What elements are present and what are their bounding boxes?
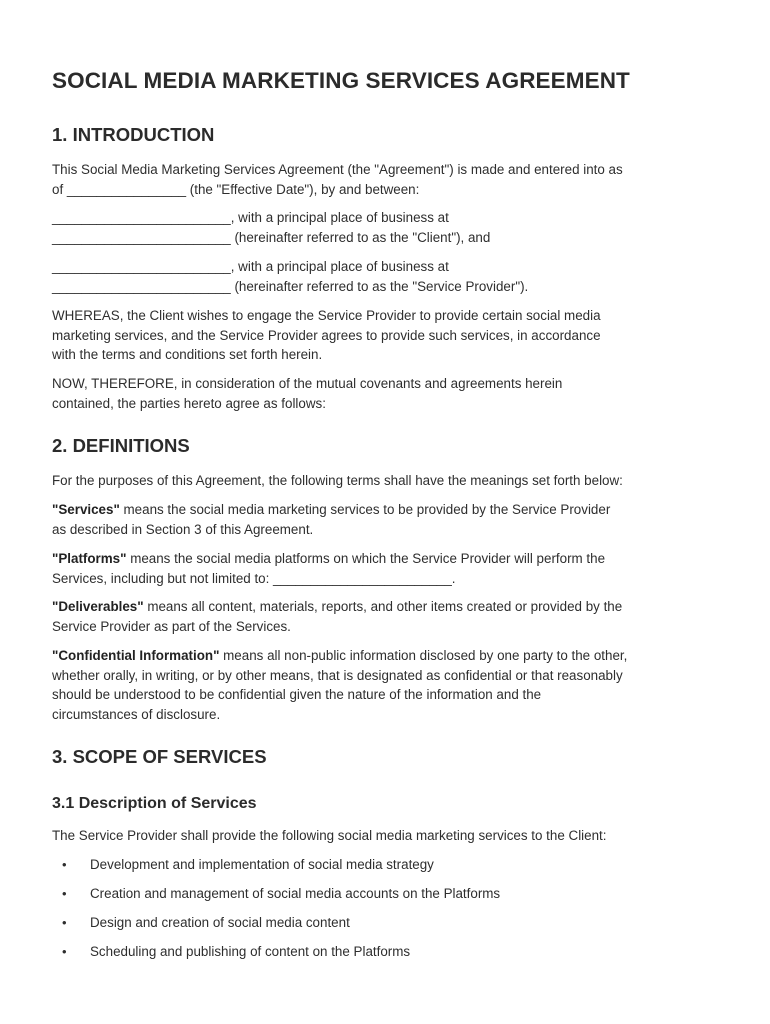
definition-services [52,500,724,539]
text-line: with the terms and conditions set forth herein. [52,347,323,363]
text-line: as described in Section 3 of this Agreement. [52,521,314,537]
definition-text: means all non-public information disclosed by one party to the other, [219,648,628,663]
text-line: ________________________ (hereinafter referred to as the "Client"), and [52,229,491,245]
whereas-paragraph [52,306,724,365]
definition-text: means all content, materials, reports, and other items created or provided by the [143,599,623,614]
text-line: WHEREAS, the Client wishes to engage the Service Provider to provide certain social media [52,308,601,323]
text-line: Services, including but not limited to: ________________________. [52,570,456,586]
provider-paragraph [52,257,724,296]
list-item-text: Development and implementation of social media strategy [90,857,434,872]
definition-term: "Confidential Information" [52,648,220,663]
definition-term: "Deliverables" [52,599,144,614]
definition-platforms [52,549,724,588]
bullet-icon: • [62,915,67,930]
text-line: whether orally, in writing, or by other means, that is designated as confidential or that reasonably [52,667,623,683]
client-paragraph [52,208,724,247]
text-line: The Service Provider shall provide the following social media marketing services to the Client: [52,828,607,843]
text-line: ________________________, with a principal place of business at [52,259,449,274]
section-heading-introduction: 1. INTRODUCTION [52,124,215,145]
text-line: should be understood to be confidential given the nature of the information and the [52,687,542,703]
intro-paragraph [52,160,724,199]
text-line: ________________________, with a principal place of business at [52,210,449,225]
text-line: Service Provider as part of the Services. [52,618,291,634]
subsection-heading-description-of-services: 3.1 Description of Services [52,795,257,812]
document-title: SOCIAL MEDIA MARKETING SERVICES AGREEMENT [52,68,630,93]
bullet-icon: • [62,886,67,901]
text-line: of ________________ (the "Effective Date"), by and between: [52,181,420,197]
section-heading-scope-of-services: 3. SCOPE OF SERVICES [52,746,267,767]
definitions-intro [52,471,724,491]
definition-term: "Platforms" [52,551,127,566]
definition-deliverables [52,597,724,636]
definition-text: means the social media platforms on which the Service Provider will perform the [126,551,606,566]
bullet-icon: • [62,857,67,872]
definition-confidential-information [52,646,724,724]
text-line: circumstances of disclosure. [52,706,221,722]
text-line: ________________________ (hereinafter referred to as the "Service Provider"). [52,278,529,294]
therefore-paragraph [52,374,724,413]
text-line: NOW, THEREFORE, in consideration of the mutual covenants and agreements herein [52,376,563,391]
section-heading-definitions: 2. DEFINITIONS [52,435,190,456]
list-item-text: Creation and management of social media accounts on the Platforms [90,886,501,901]
text-line: contained, the parties hereto agree as follows: [52,395,326,411]
text-line: marketing services, and the Service Provider agrees to provide such services, in accordance [52,327,601,343]
text-line: For the purposes of this Agreement, the following terms shall have the meanings set forth below: [52,473,623,488]
text-line: This Social Media Marketing Services Agreement (the "Agreement") is made and entered into as [52,162,623,177]
list-item-text: Scheduling and publishing of content on the Platforms [90,944,411,959]
definition-text: means the social media marketing services to be provided by the Service Provider [119,502,611,517]
definition-term: "Services" [52,502,120,517]
bullet-icon: • [62,944,67,959]
list-item-text: Design and creation of social media content [90,915,350,930]
services-intro [52,826,724,846]
